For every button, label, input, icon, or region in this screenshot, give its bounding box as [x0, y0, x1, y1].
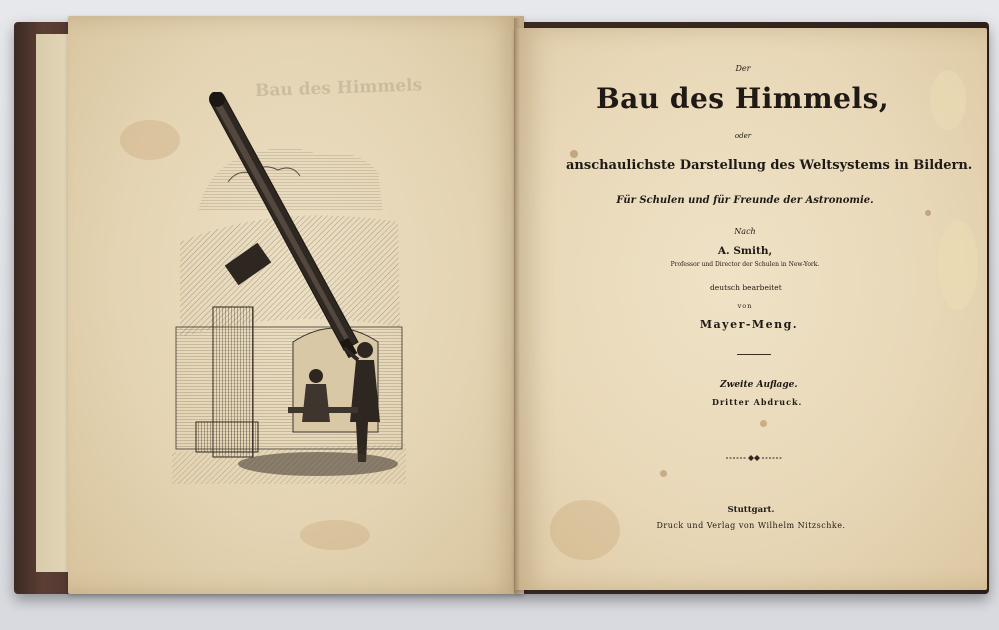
paper-repair [930, 70, 966, 130]
foxing-stain [300, 520, 370, 550]
editor-name: Mayer-Meng. [699, 318, 799, 331]
subtitle: anschaulichste Darstellung des Weltsystems in Bildern. [566, 158, 973, 173]
printing-label: Dritter Abdruck. [712, 397, 803, 407]
foxing-spot [660, 470, 667, 477]
translation-note: deutsch bearbeitet [710, 283, 782, 292]
publisher-line: Druck und Verlag von Wilhelm Nitzschke. [656, 521, 846, 530]
edition-label: Zweite Auflage. [720, 380, 798, 390]
author-name: A. Smith, [717, 245, 773, 257]
bleed-through-text: Bau des Himmels [254, 75, 423, 102]
title-nach: Nach [734, 227, 756, 236]
telescope-engraving [168, 92, 408, 484]
title-oder: oder [734, 132, 752, 140]
foxing-spot [925, 210, 931, 216]
publication-place: Stuttgart. [727, 505, 775, 515]
paper-repair [938, 220, 978, 310]
divider-rule [737, 354, 771, 355]
foxing-spot [570, 150, 578, 158]
book-gutter [514, 18, 520, 594]
main-title: Bau des Himmels, [596, 82, 890, 115]
foxing-spot [760, 420, 767, 427]
title-der: Der [735, 64, 751, 73]
title-von: von [737, 302, 753, 310]
ornament-divider [724, 453, 784, 463]
tagline: Für Schulen und für Freunde der Astronomie. [616, 195, 874, 206]
author-affiliation: Professor und Director der Schulen in New-York. [670, 261, 820, 268]
foxing-stain [550, 500, 620, 560]
